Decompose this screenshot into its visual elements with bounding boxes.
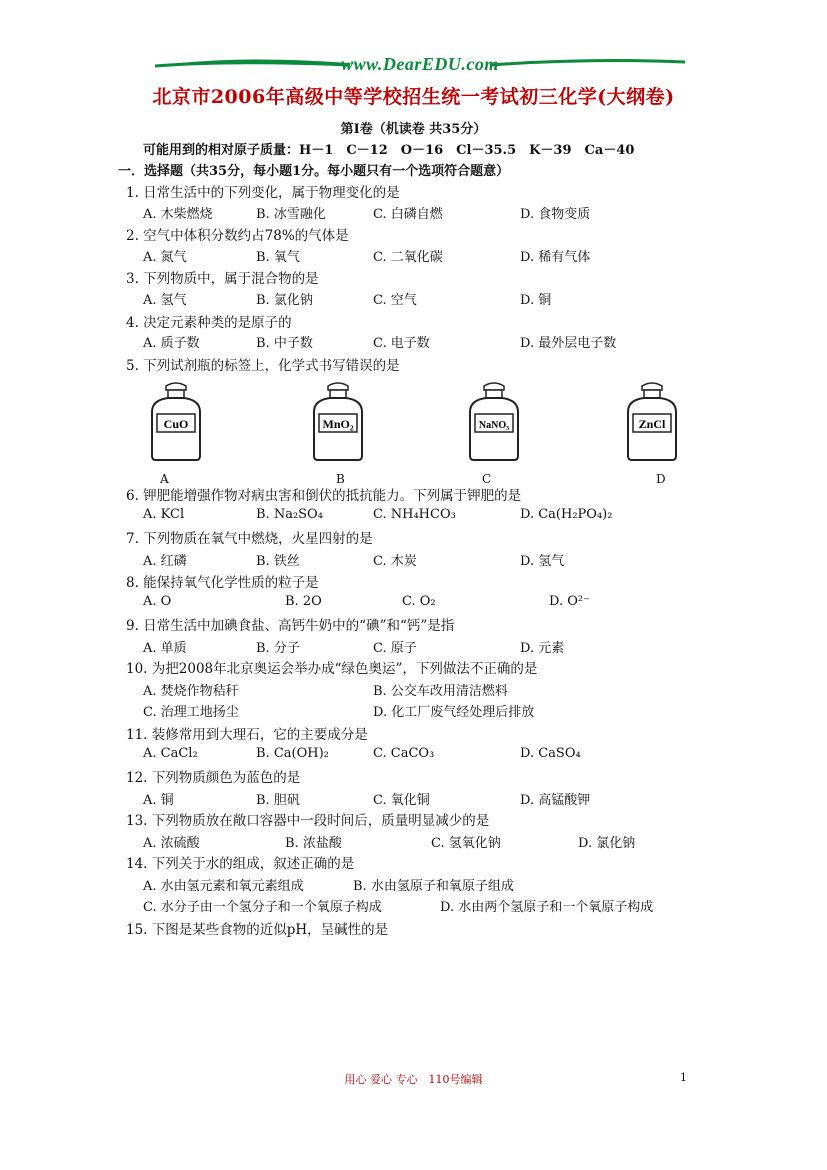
option: C. 空气 [373, 293, 417, 308]
bottle-label: NaNO₃ [478, 420, 510, 431]
question-4: 4. 决定元素种类的是原子的 [126, 315, 292, 331]
option: D. O²⁻ [549, 594, 590, 609]
option: B. 浓盐酸 [285, 836, 342, 851]
option: B. Na₂SO₄ [256, 507, 323, 522]
reagent-bottle [628, 383, 676, 460]
option: C. 氢氧化钠 [431, 836, 501, 851]
option: A. 铜 [143, 793, 174, 808]
option: D. Ca(H₂PO₄)₂ [520, 507, 613, 522]
option: A. 氮气 [143, 250, 187, 265]
bottle-letter-b: B [336, 472, 345, 486]
option: B. 氧气 [256, 250, 300, 265]
option: D. 水由两个氢原子和一个氧原子构成 [440, 900, 654, 915]
volume-heading: 第Ⅰ卷（机读卷 共35分） [340, 122, 487, 137]
bottle-label: MnO₂ [322, 417, 354, 431]
site-url: www.DearEDU.com [341, 54, 499, 74]
page-number: 1 [680, 1071, 687, 1084]
option: B. 2O [285, 594, 322, 609]
question-15: 15. 下图是某些食物的近似pH，呈碱性的是 [126, 922, 389, 938]
option: C. 原子 [373, 641, 417, 656]
option: B. 水由氢原子和氧原子组成 [353, 879, 514, 894]
option: D. 化工厂废气经处理后排放 [373, 705, 535, 720]
option: C. O₂ [402, 594, 436, 609]
option: A. KCl [143, 507, 185, 522]
option: C. 水分子由一个氢分子和一个氧原子构成 [143, 900, 382, 915]
option: A. 单质 [143, 641, 187, 656]
section-heading: 一．选择题（共35分，每小题1分。每小题只有一个选项符合题意） [118, 164, 510, 179]
option: B. 氯化钠 [256, 293, 313, 308]
bottle-label: CuO [163, 417, 189, 431]
bottle-letter-c: C [482, 472, 492, 486]
option: B. 中子数 [256, 336, 313, 351]
option: B. 公交车改用清洁燃料 [373, 684, 508, 699]
reagent-bottle [314, 383, 362, 460]
option: B. Ca(OH)₂ [256, 746, 329, 761]
option: B. 分子 [256, 641, 300, 656]
option: C. NH₄HCO₃ [373, 507, 456, 522]
question-1: 1. 日常生活中的下列变化，属于物理变化的是 [126, 185, 400, 201]
option: D. 稀有气体 [520, 250, 591, 265]
page-title: 北京市2006年高级中等学校招生统一考试初三化学(大纲卷) [152, 86, 675, 108]
option: B. 冰雪融化 [256, 207, 326, 222]
question-10: 10. 为把2008年北京奥运会举办成“绿色奥运”，下列做法不正确的是 [126, 661, 538, 677]
question-9: 9. 日常生活中加碘食盐、高钙牛奶中的“碘”和“钙”是指 [126, 618, 455, 634]
option: D. 铜 [520, 293, 552, 308]
atomic-masses: 可能用到的相对原子质量：H－1 C－12 O－16 Cl－35.5 K－39 Ca－40 [143, 143, 635, 158]
reagent-bottle [152, 383, 200, 460]
option: A. 氢气 [143, 293, 187, 308]
option: D. 食物变质 [520, 207, 591, 222]
bottle-letter-d: D [656, 472, 666, 486]
bottle-letter-a: A [160, 472, 169, 486]
option: D. 最外层电子数 [520, 336, 617, 351]
option: A. 浓硫酸 [143, 836, 200, 851]
option: C. 二氧化碳 [373, 250, 443, 265]
option: D. 氯化钠 [578, 836, 636, 851]
option: C. 治理工地扬尘 [143, 705, 239, 720]
question-12: 12. 下列物质颜色为蓝色的是 [126, 770, 301, 786]
reagent-bottles [0, 378, 827, 468]
option: D. CaSO₄ [520, 746, 581, 761]
question-6: 6. 钾肥能增强作物对病虫害和倒伏的抵抗能力。下列属于钾肥的是 [126, 488, 522, 504]
option: C. 木炭 [373, 554, 417, 569]
question-2: 2. 空气中体积分数约占78%的气体是 [126, 228, 349, 244]
reagent-bottle [470, 383, 518, 460]
option: C. 白磷自燃 [373, 207, 443, 222]
option: A. O [143, 594, 172, 609]
footer-text: 用心 爱心 专心 110号编辑 [344, 1073, 483, 1086]
option: A. CaCl₂ [143, 746, 198, 761]
bottle-label: ZnCl [638, 417, 666, 431]
question-5: 5. 下列试剂瓶的标签上，化学式书写错误的是 [126, 358, 400, 374]
option: D. 高锰酸钾 [520, 793, 591, 808]
option: D. 元素 [520, 641, 565, 656]
option: B. 铁丝 [256, 554, 300, 569]
option: C. 电子数 [373, 336, 430, 351]
option: D. 氢气 [520, 554, 565, 569]
question-13: 13. 下列物质放在敞口容器中一段时间后，质量明显减少的是 [126, 813, 490, 829]
option: C. CaCO₃ [373, 746, 435, 761]
question-14: 14. 下列关于水的组成，叙述正确的是 [126, 856, 355, 872]
option: A. 质子数 [143, 336, 200, 351]
option: A. 红磷 [143, 554, 187, 569]
option: A. 水由氢元素和氧元素组成 [143, 879, 304, 894]
question-7: 7. 下列物质在氧气中燃烧，火星四射的是 [126, 531, 373, 547]
option: A. 木柴燃烧 [143, 207, 213, 222]
option: B. 胆矾 [256, 793, 300, 808]
option: A. 焚烧作物秸秆 [143, 684, 239, 699]
option: C. 氧化铜 [373, 793, 430, 808]
question-8: 8. 能保持氧气化学性质的粒子是 [126, 575, 319, 591]
question-3: 3. 下列物质中，属于混合物的是 [126, 271, 319, 287]
question-11: 11. 装修常用到大理石，它的主要成分是 [126, 727, 368, 743]
